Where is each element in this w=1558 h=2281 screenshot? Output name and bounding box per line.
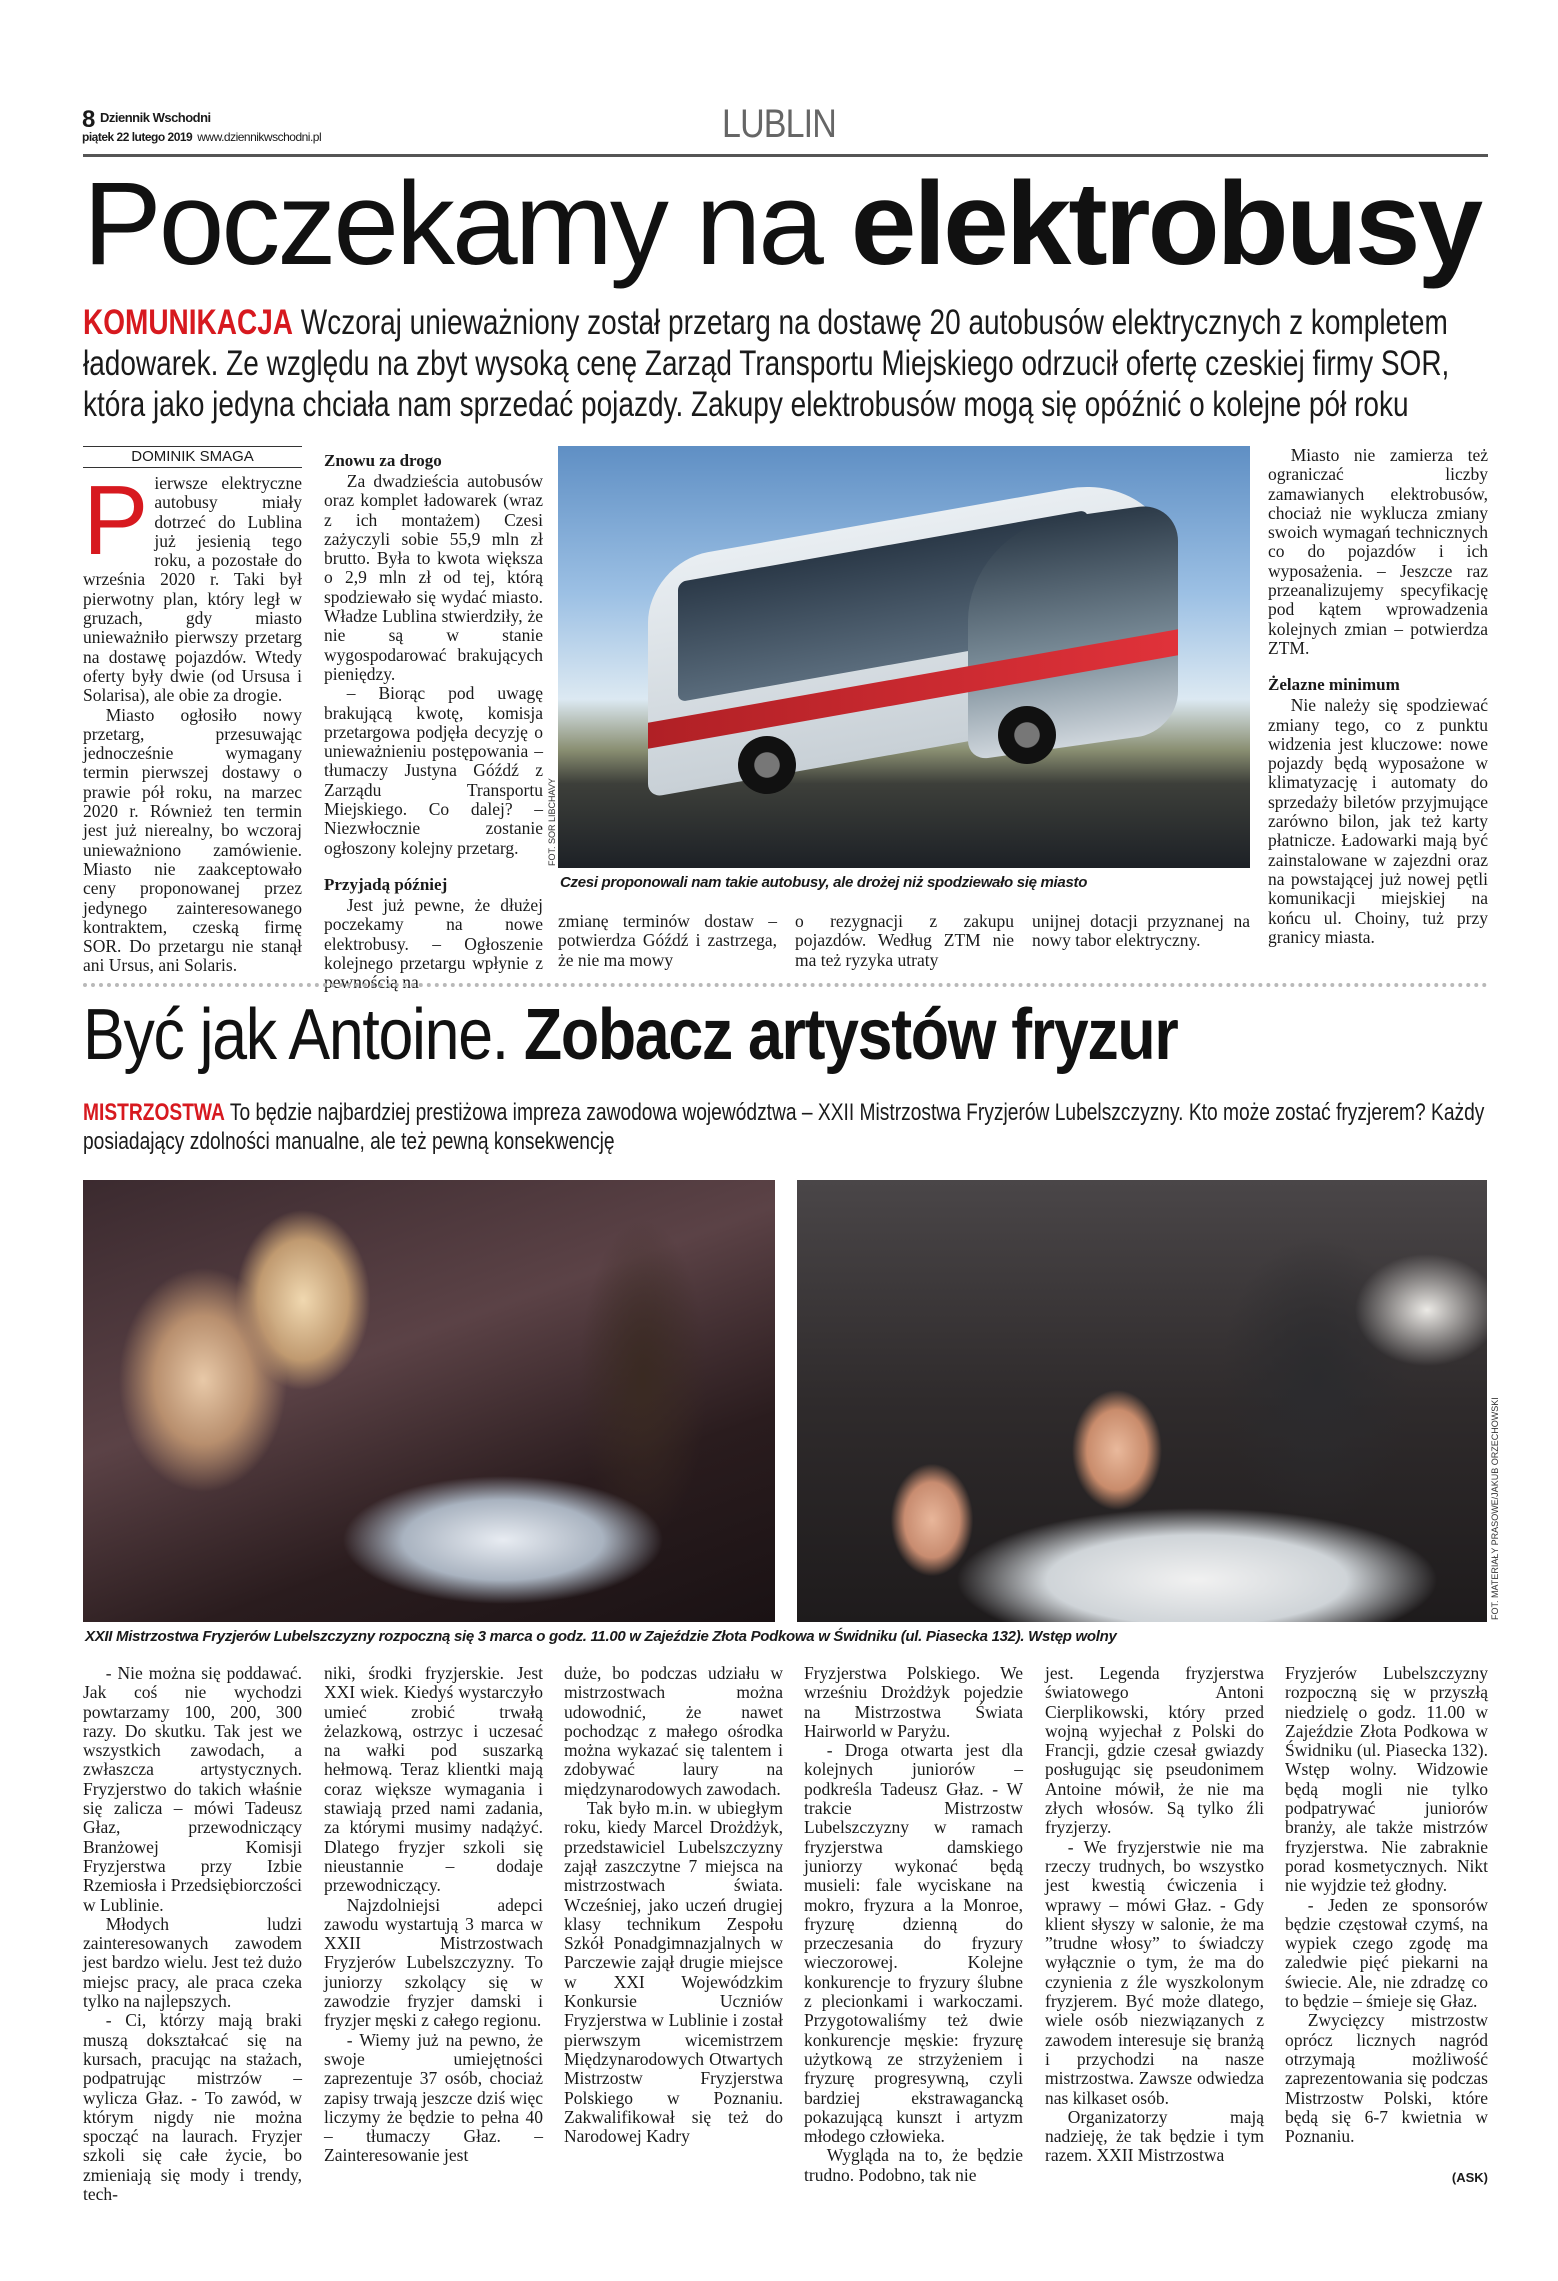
article2-column-5	[1045, 1664, 1264, 2164]
article1-column-6	[1268, 446, 1488, 976]
bus-photo	[558, 446, 1250, 868]
article1-lead	[83, 302, 1488, 425]
header-divider	[83, 154, 1488, 157]
newspaper-name: Dziennik Wschodni	[100, 110, 211, 125]
section-title: LUBLIN	[722, 102, 836, 146]
bus-photo-credit: FOT. SOR LIBCHAVY	[547, 778, 557, 866]
subheading: Żelazne minimum	[1268, 675, 1400, 695]
issue-date: piątek 22 lutego 2019	[82, 130, 193, 144]
paragraph: – Biorąc pod uwagę brakującą kwotę, komisja przetargowa podjęła decyzję o unieważnieniu postępowania – tłumaczy Justyna Góźdź z Zarządu Transportu Miejskiego. Co dalej? – Niezwłocznie zostanie ogłoszony kolejny przetarg.	[324, 683, 543, 858]
article1-column-4	[795, 912, 1014, 974]
paragraph: Miasto ogłosiło nowy przetarg, przesuwając jednocześnie wymagany termin pierwszej dostawy o prawie pół roku, na marzec 2020 r. Również ten termin jest już nierealny, bo wczoraj unieważniono zamówienie. Miasto nie zaakceptowało ceny proponowanej przez jedynego zainteresowanego kontraktem, czeską firmę SOR. Do przetargu nie stanął ani Ursus, ani Solaris.	[83, 704, 302, 976]
paragraph: Młodych ludzi zainteresowanych zawodem jest bardzo wielu. Jest też dużo miejsc pracy, ale praca czeka tylko na najlepszych.	[83, 1913, 302, 2012]
paragraph: Fryzjerstwa Polskiego. We wrześniu Drożdżyk pojedzie na Mistrzostwa Świata Hairworld w Paryżu.	[804, 1663, 1023, 1741]
headline-bold: elektrobusy	[850, 158, 1481, 290]
article-separator	[83, 983, 1488, 987]
website-link[interactable]: www.dziennikwschodni.pl	[197, 130, 322, 144]
paragraph: - Jeden ze sponsorów będzie częstował czymś, na wypiek czego zgodę ma zaledwie pięć piekarni na świecie. Ale, nie zdradzę co to będzie – śmieje się Głaz.	[1285, 1894, 1488, 2012]
paragraph: zmianę terminów dostaw – potwierdza Góźdź i zastrzega, że nie ma mowy	[558, 911, 777, 970]
paragraph: - Ci, którzy mają braki muszą dokształcać się na kursach, pracując na stażach, podpatrując mistrzów – wylicza Głaz. - To zawód, w którym nigdy nie można spocząć na laurach. Fryzjer szkoli się całe życie, bo zmieniają się mody i trendy, tech-	[83, 2010, 302, 2205]
paragraph: jest. Legenda fryzjerstwa światowego Antoni Cierplikowski, który przed wojną wyjechał z Polski do Francji, gdzie czesał gwiazdy posługując się pseudonimem Antoine mówił, że nie ma złych włosów. Są tylko źli fryzjerzy.	[1045, 1663, 1264, 1838]
paragraph: Organizatorzy mają nadzieję, że tak będzie i tym razem. XXII Mistrzostwa	[1045, 2106, 1264, 2166]
article1-headline	[83, 160, 1480, 290]
headline-bold: Zobacz artystów fryzur	[523, 995, 1178, 1075]
salon-photo-credit: FOT. MATERIAŁY PRASOWE/JAKUB ORZECHOWSKI	[1490, 1397, 1500, 1620]
article1-kicker: KOMUNIKACJA	[83, 303, 293, 342]
paragraph: o rezygnacji z zakupu pojazdów. Według ZTM nie ma też ryzyka utraty	[795, 911, 1014, 970]
headline-light: Poczekamy na	[83, 158, 851, 290]
bus-wheel	[998, 706, 1056, 764]
paragraph: - Droga otwarta jest dla kolejnych juniorów – podkreśla Tadeusz Głaz. - W trakcie Mistrzostw Lubelszczyzny w ramach fryzjerstwa damskiego juniorzy wykonać będą musieli: fale wyciskane na mokro, fryzura a la Monroe, fryzurę dzienną do przeczesania do fryzury wieczorowej. Kolejne konkurencje to fryzury ślubne z plecionkami i warkoczami. Przygotowaliśmy też dwie konkurencje męskie: fryzurę użytkową ze strzyżeniem i fryzurę progresywną, czyli bardziej ekstrawagancką pokazującą kunszt i artyzm młodego człowieka.	[804, 1740, 1023, 2147]
article2-column-1	[83, 1663, 302, 2205]
article1-column-2	[324, 444, 543, 993]
paragraph: niki, środki fryzjerskie. Jest XXI wiek. Kiedyś wystarczyło umieć zrobić trwałą żelazkową, ostrzyc i uczesać na wałki pod suszarką hełmową. Teraz klientki mają coraz większe wymagania i stawiają przed nami zadania, za którymi musimy nadążyć. Dlatego fryzjer szkoli się nieustannie – dodaje przewodniczący.	[324, 1663, 543, 1896]
author-signature: (ASK)	[1451, 2170, 1488, 2185]
page-number: 8	[82, 106, 96, 133]
paragraph: Wygląda na to, że będzie trudno. Podobno, tak nie	[804, 2145, 1023, 2185]
paragraph: Za dwadzieścia autobusów oraz komplet ładowarek (wraz z ich montażem) Czesi zażyczyli sobie 55,9 mln zł brutto. Była to kwota większa o 2,9 mln zł od tej, którą spodziewało się wydać miasto. Władze Lublina stwierdziły, że nie są w stanie wygospodarować brakujących pieniędzy.	[324, 471, 543, 684]
lead-text: To będzie najbardziej prestiżowa impreza zawodowa województwa – XXII Mistrzostwa Fryzjerów Lubelszczyzny. Kto może zostać fryzjerem? Każdy posiadający zdolności manualne, ale też pewną konsekwencję	[83, 1099, 1485, 1155]
paragraph: Zwycięzcy mistrzostw oprócz licznych nagród otrzymają możliwość zaprezentowania się podczas Mistrzostw Polski, które będą się 6-7 kwietnia w Poznaniu.	[1285, 2010, 1488, 2147]
paragraph: duże, bo podczas udziału w mistrzostwach można udowodnić, że nawet pochodząc z małego ośrodka można wykazać się talentem i zdobywać laury na międzynarodowych zawodach.	[564, 1663, 783, 1799]
article2-lead	[83, 1098, 1488, 1156]
hairdressers-photo-right	[797, 1180, 1487, 1622]
paragraph: - Wiemy już na pewno, że swoje umiejętności zaprezentuje 37 osób, chociaż zapisy trwają jeszcze dziś więc liczymy że będzie to pełna 40 – tłumaczy Głaz. – Zainteresowanie jest	[324, 2029, 543, 2166]
paragraph: ierwsze elektryczne autobusy miały dotrzeć do Lublina już jesienią tego roku, a pozostałe do września 2020 r. Taki był pierwotny plan, który legł w gruzach, gdy miasto unieważniło pierwszy przetarg na dostawę pojazdów. Wtedy oferty były dwie (od Ursusa i Solarisa), ale obie za drogie.	[83, 473, 302, 706]
lead-text: Wczoraj unieważniony został przetarg na dostawę 20 autobusów elektrycznych z kompletem ładowarek. Ze względu na zbyt wysoką cenę Zarząd Transportu Miejskiego odrzucił ofertę czeskiej firmy SOR, która jako jedyna chciała nam sprzedać pojazdy. Zakupy elektrobusów mogą się opóźnić o kolejne pół roku	[83, 303, 1450, 424]
bus-wheel	[738, 736, 796, 794]
article2-column-4	[804, 1663, 1023, 2185]
drop-cap: P	[83, 465, 149, 575]
author-byline: DOMINIK SMAGA	[83, 446, 302, 468]
bus-photo-caption: Czesi proponowali nam takie autobusy, ale drożej niż spodziewało się miasto	[560, 874, 1088, 891]
article2-column-2	[324, 1664, 543, 2164]
article2-headline	[83, 996, 1177, 1075]
article2-kicker: MISTRZOSTWA	[83, 1099, 225, 1126]
paragraph: Jest już pewne, że dłużej poczekamy na nowe elektrobusy. – Ogłoszenie kolejnego przetargu wpłynie z pewnością na	[324, 894, 543, 993]
paragraph: - Nie można się poddawać. Jak coś nie wychodzi powtarzamy 100, 200, 300 razy. Do skutku. Tak jest we wszystkich zawodach, a zwłaszcza artystycznych. Fryzjerstwo do takich właśnie się zalicza – mówi Tadeusz Głaz, przewodniczący Branżowej Komisji Fryzjerstwa przy Izbie Rzemiosła i Przedsiębiorczości w Lublinie.	[83, 1663, 302, 1915]
article2-column-6	[1285, 1664, 1488, 2164]
paragraph: - We fryzjerstwie nie ma rzeczy trudnych, bo wszystko jest kwestią ćwiczenia i wprawy – mówi Głaz. - Gdy klient słyszy w salonie, że ma ”trudne włosy” to świadczy wyłącznie o tym, że ma do czynienia z źle wyszkolonym fryzjerem. Być może dlatego, wiele osób niezwiązanych z zawodem interesuje się branżą i przychodzi na nasze mistrzostwa. Zawsze odwiedza nas kilkaset osób.	[1045, 1836, 1264, 2108]
paragraph: Najzdolniejsi adepci zawodu wystartują 3 marca w XXII Mistrzostwach Fryzjerów Lubelszczyzny. To juniorzy szkolący się w zawodzie fryzjer damski i fryzjer męski z całego regionu.	[324, 1894, 543, 2031]
hairdressers-photo-left	[83, 1180, 775, 1622]
article1-column-3	[558, 912, 777, 974]
paragraph: unijnej dotacji przyznanej na nowy tabor elektryczny.	[1032, 911, 1250, 951]
paragraph: Miasto nie zamierza też ograniczać liczby zamawianych elektrobusów, chociaż nie wyklucza zmiany swoich wymagań technicznych co do pojazdów i ich wyposażenia. – Jeszcze raz przeanalizujemy specyfikację pod kątem wprowadzenia kolejnych zmian – potwierdza ZTM.	[1268, 445, 1488, 658]
paragraph: Tak było m.in. w ubiegłym roku, kiedy Marcel Drożdżyk, przedstawiciel Lubelszczyzny zajął zaszczytne 7 miejsca na mistrzostwach świata. Wcześniej, jako uczeń drugiej klasy technikum Zespołu Szkół Ponadgimnazjalnych w Parczewie zajął drugie miejsce w XXI Wojewódzkim Konkursie Uczniów Fryzjerstwa w Lublinie i został pierwszym wicemistrzem Międzynarodowych Otwartych Mistrzostw Fryzjerstwa Polskiego w Poznaniu. Zakwalifikował się też do Narodowej Kadry	[564, 1798, 783, 2147]
article2-column-3	[564, 1664, 783, 2164]
subheading: Przyjadą później	[324, 874, 448, 894]
paragraph: Nie należy się spodziewać zmiany tego, co z punktu widzenia jest kluczowe: nowe pojazdy będą wyposażone w klimatyzację i automaty do sprzedaży biletów przyjmujące zarówno bilon, jak też karty płatnicze. Ładowarki mają być zainstalowane w zajezdni oraz na powstającej już nowej pętli komunikacji miejskiej na końcu ul. Choiny, tuż przy granicy miasta.	[1268, 695, 1488, 947]
article1-column-1	[83, 465, 302, 979]
salon-photo-caption: XXII Mistrzostwa Fryzjerów Lubelszczyzny rozpoczną się 3 marca o godz. 11.00 w Zajeździe Złota Podkowa w Świdniku (ul. Piasecka 132). Wstęp wolny	[85, 1628, 1117, 1645]
subheading: Znowu za drogo	[324, 451, 442, 470]
paragraph: Fryzjerów Lubelszczyzny rozpoczną się w przyszłą niedzielę o godz. 11.00 w Zajeździe Złota Podkowa w Świdniku (ul. Piasecka 132). Wstęp wolny. Widzowie będą mogli nie tylko podpatrywać juniorów branży, ale także mistrzów fryzjerstwa. Nie zabraknie porad kosmetycznych. Nikt nie wyjdzie też głodny.	[1285, 1663, 1488, 1896]
headline-light: Być jak Antoine.	[83, 995, 524, 1075]
article1-column-5	[1032, 912, 1250, 974]
